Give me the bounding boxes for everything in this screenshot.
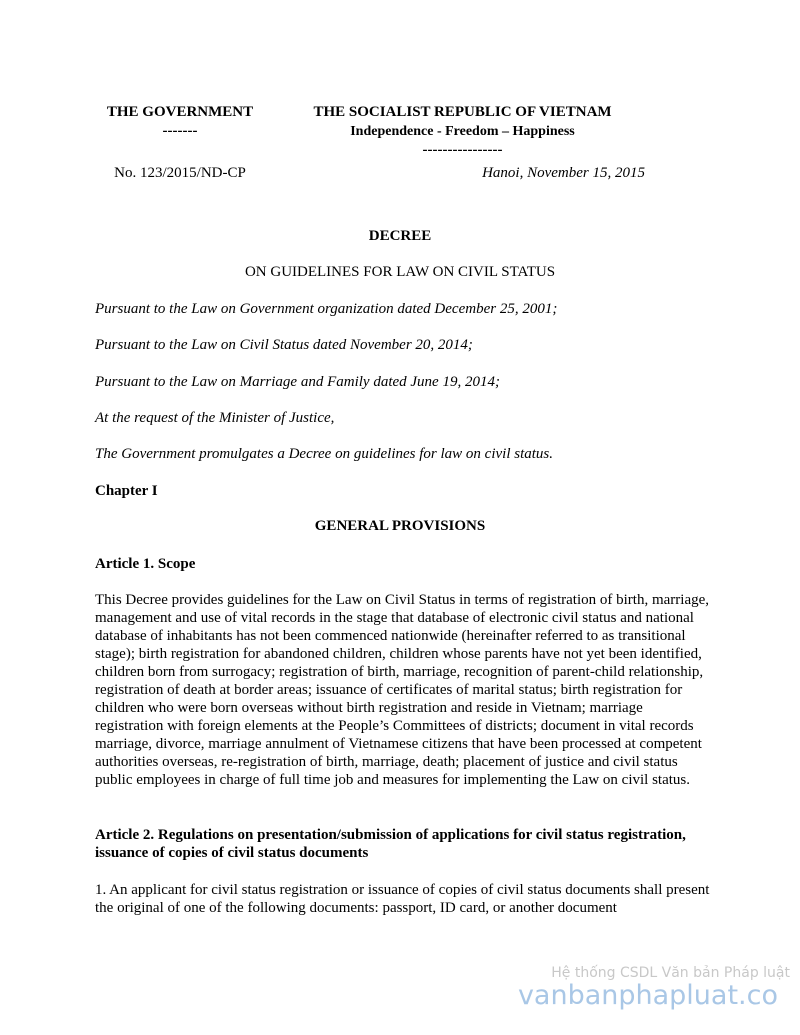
preamble-line: The Government promulgates a Decree on guidelines for law on civil status. xyxy=(95,446,553,462)
chapter-title: GENERAL PROVISIONS xyxy=(314,518,486,534)
watermark-site: vanbanphapluat.co xyxy=(517,980,778,1011)
document-type: DECREE xyxy=(368,228,432,244)
country-name: THE SOCIALIST REPUBLIC OF VIETNAM xyxy=(313,104,612,120)
preamble-line: At the request of the Minister of Justice, xyxy=(95,410,335,426)
preamble-line: Pursuant to the Law on Civil Status dated November 20, 2014; xyxy=(95,337,473,353)
article-1-body: This Decree provides guidelines for the Law on Civil Status in terms of registration of birth, marriage, management and use of vital records in the stage that database of electronic civil status and national database of inhabitants has not been commenced nationwide (hereinafter referred to as transitional stage); birth registration for abandoned children, children whose parents have not yet been identified, children born from surrogacy; registration of birth, marriage, recognition of parent-child relationship, registration of death at border areas; issuance of certificates of marital status; birth registration for children who were born overseas without birth registration and reside in Vietnam; marriage registration with foreign elements at the People’s Committees of districts; document in vital records marriage, divorce, marriage annulment of Vietnamese citizens that have been processed at competent authorities overseas, re-registration of birth, marriage, death; placement of justice and civil status public employees in charge of full time job and measures for implementing the Law on civil status. xyxy=(95,592,710,788)
issuing-authority xyxy=(95,103,265,141)
national-motto: Independence - Freedom – Happiness xyxy=(350,124,575,139)
chapter-number: Chapter I xyxy=(95,483,158,499)
preamble-line: Pursuant to the Law on Government organization dated December 25, 2001; xyxy=(95,301,558,317)
watermark-caption: Hệ thống CSDL Văn bản Pháp luật xyxy=(551,965,790,981)
preamble-line: Pursuant to the Law on Marriage and Family dated June 19, 2014; xyxy=(95,374,500,390)
article-2-title: Article 2. Regulations on presentation/submission of applications for civil status registration, issuance of copies of civil status documents xyxy=(95,827,686,861)
article-1-title: Article 1. Scope xyxy=(95,556,196,572)
document-subject: ON GUIDELINES FOR LAW ON CIVIL STATUS xyxy=(244,264,556,280)
motto-separator: ---------------- xyxy=(422,142,503,158)
place-and-date: Hanoi, November 15, 2015 xyxy=(482,165,645,181)
document-number: No. 123/2015/ND-CP xyxy=(114,165,246,181)
national-title xyxy=(285,103,640,160)
authority-name: THE GOVERNMENT xyxy=(106,104,254,120)
article-2-clause-1: 1. An applicant for civil status registration or issuance of copies of civil status documents shall present the original of one of the following documents: passport, ID card, or another document xyxy=(95,882,710,916)
authority-separator: ------- xyxy=(162,123,198,139)
